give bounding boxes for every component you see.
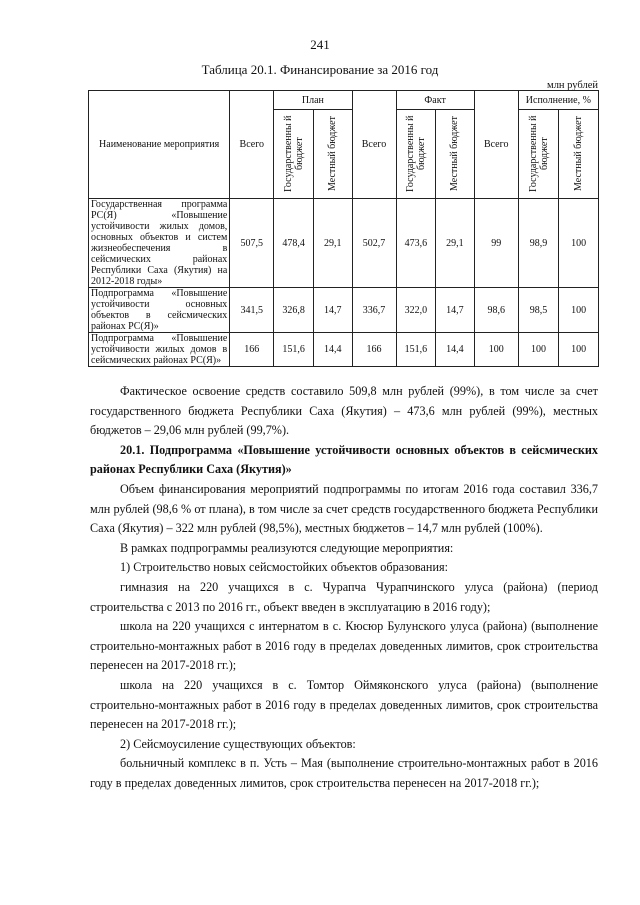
paragraph: Объем финансирования мероприятий подпрограммы по итогам 2016 года составил 336,7 млн рублей (98,6 % от плана), в том числе за счет средств государственного бюджета Республики Саха (Якутия) – 322 млн рублей (98,5%), местных бюджетов – 14,7 млн рублей (100%). bbox=[90, 481, 598, 536]
cell-exec-state: 98,9 bbox=[518, 199, 559, 288]
table-units: млн рублей bbox=[547, 80, 598, 91]
cell-plan-local: 14,4 bbox=[313, 333, 352, 367]
row-name: Государственная программа РС(Я) «Повышение устойчивости жилых домов, основных объектов и систем жизнеобеспечения в сейсмических районах Республики Саха (Якутия) на 2012-2018 годы» bbox=[89, 199, 230, 288]
body-text bbox=[90, 382, 598, 793]
header-exec-state: Государственны й бюджет bbox=[518, 110, 559, 199]
cell-plan-state: 478,4 bbox=[274, 199, 314, 288]
cell-plan-state: 326,8 bbox=[274, 288, 314, 333]
paragraph: 2) Сейсмоусиление существующих объектов: bbox=[120, 736, 356, 751]
table-row bbox=[89, 288, 599, 333]
cell-plan-local: 29,1 bbox=[313, 199, 352, 288]
cell-exec-total: 98,6 bbox=[474, 288, 518, 333]
header-fact-state: Государственны й бюджет bbox=[396, 110, 436, 199]
header-exec-total: Всего bbox=[474, 91, 518, 199]
section-heading: 20.1. Подпрограмма «Повышение устойчивости основных объектов в сейсмических районах Республики Саха (Якутия)» bbox=[90, 442, 598, 477]
cell-fact-state: 151,6 bbox=[396, 333, 436, 367]
header-plan-state: Государственны й бюджет bbox=[274, 110, 314, 199]
page-number: 241 bbox=[310, 37, 330, 52]
header-plan-local: Местный бюджет bbox=[313, 110, 352, 199]
paragraph: В рамках подпрограммы реализуются следующие мероприятия: bbox=[120, 540, 454, 555]
cell-fact-total: 336,7 bbox=[352, 288, 396, 333]
cell-exec-local: 100 bbox=[559, 333, 599, 367]
paragraph: гимназия на 220 учащихся в с. Чурапча Чурапчинского улуса (района) (период строительства с 2013 по 2016 гг., объект введен в эксплуатацию в 2016 году); bbox=[90, 579, 598, 614]
header-plan: План bbox=[274, 91, 352, 110]
cell-fact-total: 166 bbox=[352, 333, 396, 367]
header-fact: Факт bbox=[396, 91, 474, 110]
paragraph: 1) Строительство новых сейсмостойких объектов образования: bbox=[120, 560, 448, 575]
cell-exec-state: 98,5 bbox=[518, 288, 559, 333]
paragraph: Фактическое освоение средств составило 509,8 млн рублей (99%), в том числе за счет государственного бюджета Республики Саха (Якутия) – 473,6 млн рублей (99%), местных бюджетов – 29,06 млн рублей (99,7%). bbox=[90, 384, 598, 438]
cell-fact-local: 14,4 bbox=[436, 333, 475, 367]
table-row bbox=[89, 199, 599, 288]
cell-plan-state: 151,6 bbox=[274, 333, 314, 367]
cell-fact-state: 322,0 bbox=[396, 288, 436, 333]
cell-fact-state: 473,6 bbox=[396, 199, 436, 288]
table-caption: Таблица 20.1. Финансирование за 2016 год bbox=[201, 62, 439, 77]
cell-plan-total: 507,5 bbox=[230, 199, 274, 288]
header-plan-total: Всего bbox=[230, 91, 274, 199]
header-fact-total: Всего bbox=[352, 91, 396, 199]
paragraph: больничный комплекс в п. Усть – Мая (выполнение строительно-монтажных работ в 2016 году в пределах доведенных лимитов, срок строительства перенесен на 2017-2018 гг.); bbox=[90, 756, 598, 790]
cell-fact-total: 502,7 bbox=[352, 199, 396, 288]
cell-exec-total: 99 bbox=[474, 199, 518, 288]
cell-plan-total: 166 bbox=[230, 333, 274, 367]
table-row bbox=[89, 333, 599, 367]
cell-plan-total: 341,5 bbox=[230, 288, 274, 333]
cell-exec-state: 100 bbox=[518, 333, 559, 367]
header-exec-local: Местный бюджет bbox=[559, 110, 599, 199]
cell-exec-local: 100 bbox=[559, 199, 599, 288]
header-fact-local: Местный бюджет bbox=[436, 110, 475, 199]
paragraph: школа на 220 учащихся с интернатом в с. Кюсюр Булунского улуса (района) (выполнение строительно-монтажных работ в 2016 году в пределах доведенных лимитов, срок строительства перенесен на 2017-2018 гг.); bbox=[90, 619, 598, 673]
row-name: Подпрограмма «Повышение устойчивости жилых домов в сейсмических районах РС(Я)» bbox=[89, 333, 230, 367]
cell-fact-local: 29,1 bbox=[436, 199, 475, 288]
paragraph: школа на 220 учащихся в с. Томтор Оймяконского улуса (района) (выполнение строительно-монтажных работ в 2016 году в пределах доведенных лимитов, срок строительства перенесен на 2017-2018 гг.); bbox=[90, 677, 598, 732]
cell-exec-local: 100 bbox=[559, 288, 599, 333]
financing-table bbox=[88, 90, 599, 367]
header-name: Наименование мероприятия bbox=[89, 91, 230, 199]
header-execution: Исполнение, % bbox=[518, 91, 598, 110]
cell-fact-local: 14,7 bbox=[436, 288, 475, 333]
cell-exec-total: 100 bbox=[474, 333, 518, 367]
row-name: Подпрограмма «Повышение устойчивости основных объектов в сейсмических районах РС(Я)» bbox=[89, 288, 230, 333]
cell-plan-local: 14,7 bbox=[313, 288, 352, 333]
